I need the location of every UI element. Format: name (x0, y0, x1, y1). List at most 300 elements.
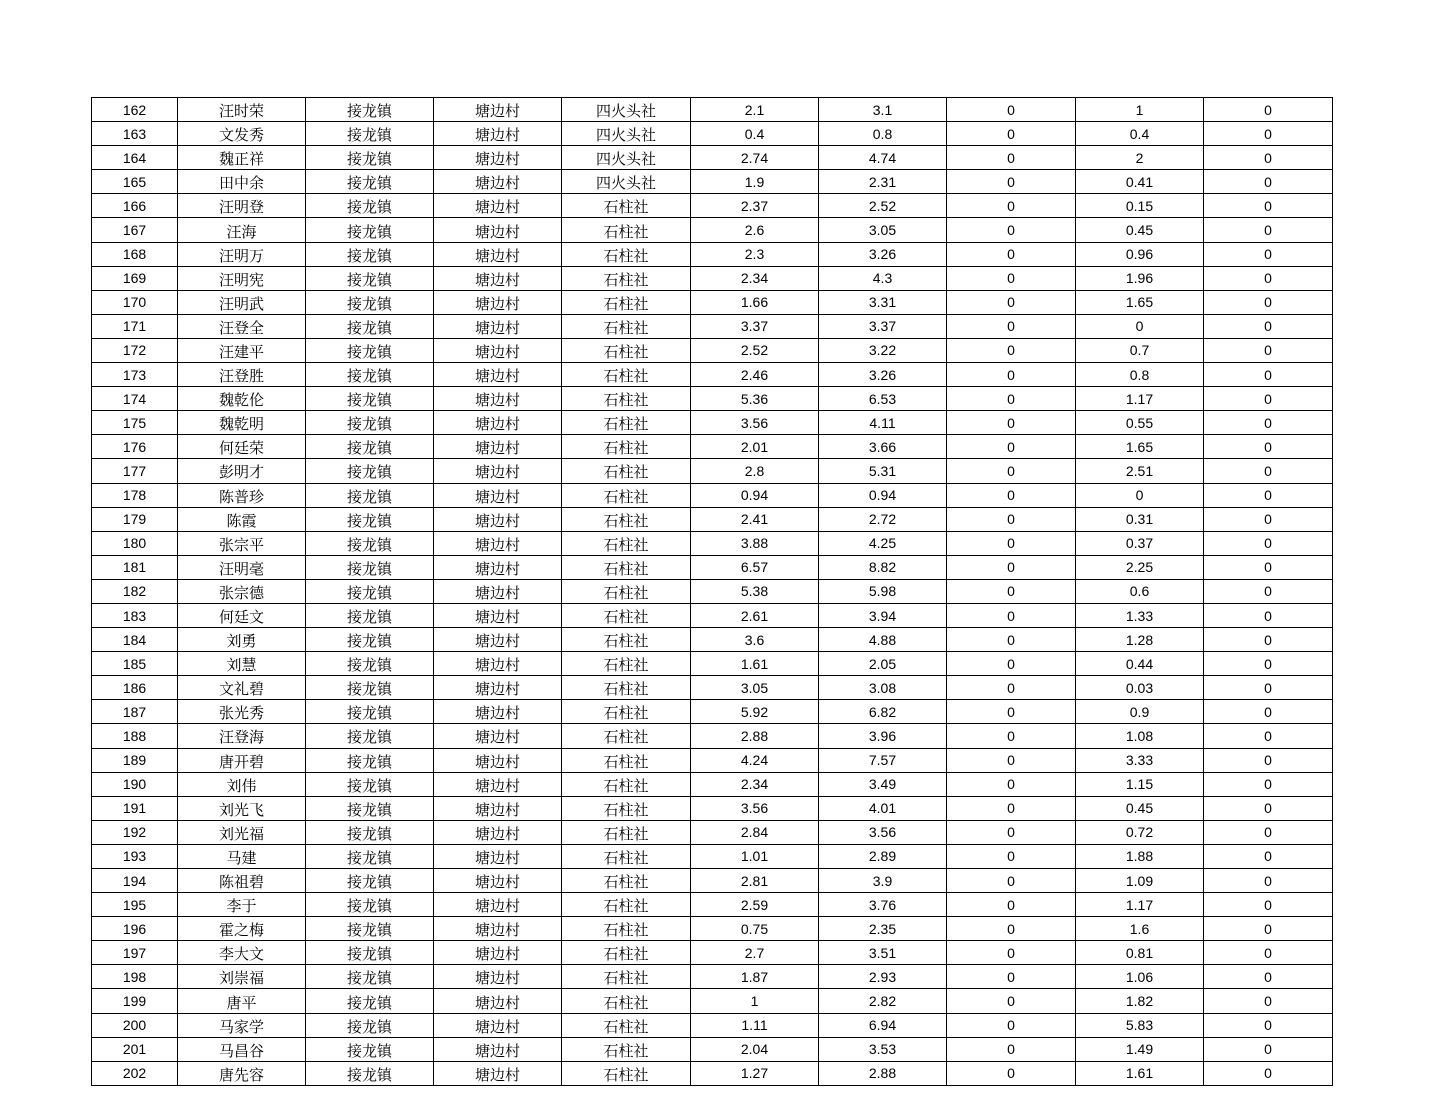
value-1-cell: 2.37 (691, 194, 819, 218)
table-row (92, 579, 1333, 603)
value-2-cell: 4.3 (819, 266, 947, 290)
row-number-cell: 190 (92, 772, 178, 796)
row-number-cell: 180 (92, 531, 178, 555)
value-3-cell: 0 (947, 628, 1076, 652)
value-1-cell: 1.9 (691, 170, 819, 194)
town-cell: 接龙镇 (306, 194, 434, 218)
village-cell: 塘边村 (434, 724, 562, 748)
row-number-cell: 193 (92, 844, 178, 868)
value-5-cell: 0 (1204, 579, 1333, 603)
group-cell: 石柱社 (562, 796, 691, 820)
name-cell: 张宗德 (178, 579, 306, 603)
value-1-cell: 0.75 (691, 917, 819, 941)
value-5-cell: 0 (1204, 893, 1333, 917)
row-number-cell: 170 (92, 290, 178, 314)
value-4-cell: 1.15 (1076, 772, 1204, 796)
value-3-cell: 0 (947, 652, 1076, 676)
table-row (92, 290, 1333, 314)
value-1-cell: 3.37 (691, 314, 819, 338)
row-number-cell: 174 (92, 387, 178, 411)
town-cell: 接龙镇 (306, 893, 434, 917)
town-cell: 接龙镇 (306, 387, 434, 411)
value-3-cell: 0 (947, 98, 1076, 122)
value-2-cell: 3.9 (819, 869, 947, 893)
group-cell: 石柱社 (562, 700, 691, 724)
town-cell: 接龙镇 (306, 628, 434, 652)
value-3-cell: 0 (947, 531, 1076, 555)
value-1-cell: 4.24 (691, 748, 819, 772)
village-cell: 塘边村 (434, 218, 562, 242)
name-cell: 汪时荣 (178, 98, 306, 122)
town-cell: 接龙镇 (306, 459, 434, 483)
value-2-cell: 4.74 (819, 146, 947, 170)
value-1-cell: 2.01 (691, 435, 819, 459)
village-cell: 塘边村 (434, 483, 562, 507)
group-cell: 石柱社 (562, 459, 691, 483)
table-row (92, 1013, 1333, 1037)
value-1-cell: 2.88 (691, 724, 819, 748)
group-cell: 石柱社 (562, 1013, 691, 1037)
row-number-cell: 182 (92, 579, 178, 603)
value-3-cell: 0 (947, 1061, 1076, 1085)
value-2-cell: 3.26 (819, 363, 947, 387)
name-cell: 汪明登 (178, 194, 306, 218)
value-1-cell: 1.27 (691, 1061, 819, 1085)
value-1-cell: 2.3 (691, 242, 819, 266)
table-row (92, 1061, 1333, 1085)
row-number-cell: 176 (92, 435, 178, 459)
village-cell: 塘边村 (434, 507, 562, 531)
row-number-cell: 202 (92, 1061, 178, 1085)
village-cell: 塘边村 (434, 844, 562, 868)
group-cell: 四火头社 (562, 98, 691, 122)
value-5-cell: 0 (1204, 676, 1333, 700)
town-cell: 接龙镇 (306, 676, 434, 700)
row-number-cell: 181 (92, 555, 178, 579)
row-number-cell: 163 (92, 122, 178, 146)
table-row (92, 555, 1333, 579)
village-cell: 塘边村 (434, 772, 562, 796)
row-number-cell: 166 (92, 194, 178, 218)
value-5-cell: 0 (1204, 724, 1333, 748)
value-2-cell: 2.88 (819, 1061, 947, 1085)
value-3-cell: 0 (947, 338, 1076, 362)
value-2-cell: 3.37 (819, 314, 947, 338)
value-2-cell: 2.31 (819, 170, 947, 194)
table-row (92, 435, 1333, 459)
town-cell: 接龙镇 (306, 796, 434, 820)
group-cell: 石柱社 (562, 941, 691, 965)
value-3-cell: 0 (947, 507, 1076, 531)
group-cell: 石柱社 (562, 869, 691, 893)
value-4-cell: 0.44 (1076, 652, 1204, 676)
table-row (92, 122, 1333, 146)
row-number-cell: 175 (92, 411, 178, 435)
value-1-cell: 1.01 (691, 844, 819, 868)
value-2-cell: 2.82 (819, 989, 947, 1013)
value-4-cell: 0.81 (1076, 941, 1204, 965)
row-number-cell: 195 (92, 893, 178, 917)
value-5-cell: 0 (1204, 218, 1333, 242)
row-number-cell: 169 (92, 266, 178, 290)
table-row (92, 628, 1333, 652)
row-number-cell: 196 (92, 917, 178, 941)
value-5-cell: 0 (1204, 459, 1333, 483)
value-1-cell: 2.1 (691, 98, 819, 122)
town-cell: 接龙镇 (306, 820, 434, 844)
value-2-cell: 3.51 (819, 941, 947, 965)
value-2-cell: 3.94 (819, 603, 947, 627)
value-5-cell: 0 (1204, 483, 1333, 507)
value-3-cell: 0 (947, 290, 1076, 314)
name-cell: 彭明才 (178, 459, 306, 483)
value-3-cell: 0 (947, 314, 1076, 338)
value-1-cell: 3.88 (691, 531, 819, 555)
name-cell: 魏乾明 (178, 411, 306, 435)
name-cell: 刘崇福 (178, 965, 306, 989)
value-4-cell: 1.33 (1076, 603, 1204, 627)
town-cell: 接龙镇 (306, 603, 434, 627)
group-cell: 石柱社 (562, 917, 691, 941)
town-cell: 接龙镇 (306, 772, 434, 796)
village-cell: 塘边村 (434, 338, 562, 362)
group-cell: 石柱社 (562, 1037, 691, 1061)
value-4-cell: 1.88 (1076, 844, 1204, 868)
town-cell: 接龙镇 (306, 579, 434, 603)
value-3-cell: 0 (947, 387, 1076, 411)
village-cell: 塘边村 (434, 146, 562, 170)
value-4-cell: 0.6 (1076, 579, 1204, 603)
town-cell: 接龙镇 (306, 748, 434, 772)
value-4-cell: 2.51 (1076, 459, 1204, 483)
group-cell: 石柱社 (562, 290, 691, 314)
value-4-cell: 1.08 (1076, 724, 1204, 748)
group-cell: 石柱社 (562, 603, 691, 627)
value-3-cell: 0 (947, 1013, 1076, 1037)
group-cell: 石柱社 (562, 218, 691, 242)
value-2-cell: 3.53 (819, 1037, 947, 1061)
group-cell: 石柱社 (562, 242, 691, 266)
value-4-cell: 1.82 (1076, 989, 1204, 1013)
town-cell: 接龙镇 (306, 290, 434, 314)
value-2-cell: 2.89 (819, 844, 947, 868)
value-2-cell: 3.26 (819, 242, 947, 266)
table-row (92, 820, 1333, 844)
value-1-cell: 2.6 (691, 218, 819, 242)
row-number-cell: 184 (92, 628, 178, 652)
name-cell: 魏正祥 (178, 146, 306, 170)
value-2-cell: 3.05 (819, 218, 947, 242)
value-3-cell: 0 (947, 122, 1076, 146)
value-2-cell: 3.96 (819, 724, 947, 748)
town-cell: 接龙镇 (306, 869, 434, 893)
name-cell: 陈普珍 (178, 483, 306, 507)
value-4-cell: 0 (1076, 483, 1204, 507)
town-cell: 接龙镇 (306, 266, 434, 290)
name-cell: 李于 (178, 893, 306, 917)
value-5-cell: 0 (1204, 555, 1333, 579)
table-row (92, 844, 1333, 868)
village-cell: 塘边村 (434, 459, 562, 483)
village-cell: 塘边村 (434, 122, 562, 146)
town-cell: 接龙镇 (306, 917, 434, 941)
town-cell: 接龙镇 (306, 363, 434, 387)
value-5-cell: 0 (1204, 411, 1333, 435)
value-2-cell: 4.11 (819, 411, 947, 435)
town-cell: 接龙镇 (306, 844, 434, 868)
row-number-cell: 185 (92, 652, 178, 676)
value-5-cell: 0 (1204, 965, 1333, 989)
group-cell: 石柱社 (562, 579, 691, 603)
group-cell: 石柱社 (562, 844, 691, 868)
group-cell: 石柱社 (562, 531, 691, 555)
value-4-cell: 1.96 (1076, 266, 1204, 290)
value-5-cell: 0 (1204, 531, 1333, 555)
town-cell: 接龙镇 (306, 531, 434, 555)
town-cell: 接龙镇 (306, 170, 434, 194)
value-3-cell: 0 (947, 917, 1076, 941)
table-row (92, 363, 1333, 387)
value-2-cell: 3.49 (819, 772, 947, 796)
value-4-cell: 0.4 (1076, 122, 1204, 146)
town-cell: 接龙镇 (306, 98, 434, 122)
value-5-cell: 0 (1204, 290, 1333, 314)
name-cell: 汪明毫 (178, 555, 306, 579)
value-3-cell: 0 (947, 555, 1076, 579)
value-5-cell: 0 (1204, 146, 1333, 170)
village-cell: 塘边村 (434, 989, 562, 1013)
value-1-cell: 3.56 (691, 796, 819, 820)
table-row (92, 338, 1333, 362)
group-cell: 四火头社 (562, 146, 691, 170)
town-cell: 接龙镇 (306, 1061, 434, 1085)
row-number-cell: 188 (92, 724, 178, 748)
value-1-cell: 5.38 (691, 579, 819, 603)
value-2-cell: 3.66 (819, 435, 947, 459)
value-2-cell: 5.98 (819, 579, 947, 603)
town-cell: 接龙镇 (306, 242, 434, 266)
village-cell: 塘边村 (434, 965, 562, 989)
group-cell: 石柱社 (562, 652, 691, 676)
value-2-cell: 0.94 (819, 483, 947, 507)
town-cell: 接龙镇 (306, 965, 434, 989)
row-number-cell: 198 (92, 965, 178, 989)
village-cell: 塘边村 (434, 820, 562, 844)
value-2-cell: 3.56 (819, 820, 947, 844)
value-4-cell: 1.65 (1076, 290, 1204, 314)
value-4-cell: 0.15 (1076, 194, 1204, 218)
value-5-cell: 0 (1204, 1013, 1333, 1037)
value-4-cell: 2.25 (1076, 555, 1204, 579)
village-cell: 塘边村 (434, 435, 562, 459)
group-cell: 石柱社 (562, 483, 691, 507)
value-5-cell: 0 (1204, 652, 1333, 676)
name-cell: 刘慧 (178, 652, 306, 676)
table-row (92, 700, 1333, 724)
town-cell: 接龙镇 (306, 724, 434, 748)
value-1-cell: 1.87 (691, 965, 819, 989)
table-row (92, 893, 1333, 917)
name-cell: 汪明宪 (178, 266, 306, 290)
village-cell: 塘边村 (434, 748, 562, 772)
value-1-cell: 2.41 (691, 507, 819, 531)
village-cell: 塘边村 (434, 676, 562, 700)
value-5-cell: 0 (1204, 917, 1333, 941)
value-1-cell: 0.4 (691, 122, 819, 146)
value-3-cell: 0 (947, 435, 1076, 459)
value-4-cell: 1.61 (1076, 1061, 1204, 1085)
town-cell: 接龙镇 (306, 218, 434, 242)
value-5-cell: 0 (1204, 314, 1333, 338)
value-4-cell: 0.8 (1076, 363, 1204, 387)
village-cell: 塘边村 (434, 266, 562, 290)
value-3-cell: 0 (947, 989, 1076, 1013)
table-row (92, 796, 1333, 820)
value-5-cell: 0 (1204, 628, 1333, 652)
table-row (92, 387, 1333, 411)
value-3-cell: 0 (947, 844, 1076, 868)
value-3-cell: 0 (947, 869, 1076, 893)
town-cell: 接龙镇 (306, 146, 434, 170)
value-2-cell: 2.35 (819, 917, 947, 941)
value-1-cell: 2.7 (691, 941, 819, 965)
value-1-cell: 1.11 (691, 1013, 819, 1037)
village-cell: 塘边村 (434, 242, 562, 266)
value-4-cell: 2 (1076, 146, 1204, 170)
value-2-cell: 2.93 (819, 965, 947, 989)
village-cell: 塘边村 (434, 1037, 562, 1061)
value-2-cell: 0.8 (819, 122, 947, 146)
town-cell: 接龙镇 (306, 435, 434, 459)
value-1-cell: 2.74 (691, 146, 819, 170)
name-cell: 汪登全 (178, 314, 306, 338)
name-cell: 汪海 (178, 218, 306, 242)
town-cell: 接龙镇 (306, 122, 434, 146)
group-cell: 石柱社 (562, 555, 691, 579)
value-1-cell: 2.52 (691, 338, 819, 362)
value-3-cell: 0 (947, 772, 1076, 796)
row-number-cell: 191 (92, 796, 178, 820)
value-1-cell: 3.05 (691, 676, 819, 700)
value-4-cell: 0.31 (1076, 507, 1204, 531)
town-cell: 接龙镇 (306, 700, 434, 724)
village-cell: 塘边村 (434, 700, 562, 724)
group-cell: 石柱社 (562, 676, 691, 700)
value-4-cell: 1.49 (1076, 1037, 1204, 1061)
name-cell: 马建 (178, 844, 306, 868)
table-row (92, 314, 1333, 338)
value-4-cell: 0 (1076, 314, 1204, 338)
table-row (92, 242, 1333, 266)
name-cell: 陈霞 (178, 507, 306, 531)
value-1-cell: 2.34 (691, 772, 819, 796)
value-5-cell: 0 (1204, 796, 1333, 820)
table-row (92, 965, 1333, 989)
town-cell: 接龙镇 (306, 652, 434, 676)
group-cell: 石柱社 (562, 194, 691, 218)
value-5-cell: 0 (1204, 338, 1333, 362)
value-2-cell: 3.1 (819, 98, 947, 122)
name-cell: 刘光福 (178, 820, 306, 844)
value-5-cell: 0 (1204, 170, 1333, 194)
name-cell: 汪明武 (178, 290, 306, 314)
group-cell: 石柱社 (562, 748, 691, 772)
value-2-cell: 4.88 (819, 628, 947, 652)
value-5-cell: 0 (1204, 941, 1333, 965)
name-cell: 马昌谷 (178, 1037, 306, 1061)
table-row (92, 507, 1333, 531)
row-number-cell: 162 (92, 98, 178, 122)
row-number-cell: 199 (92, 989, 178, 1013)
group-cell: 石柱社 (562, 363, 691, 387)
group-cell: 石柱社 (562, 338, 691, 362)
value-5-cell: 0 (1204, 387, 1333, 411)
value-3-cell: 0 (947, 748, 1076, 772)
name-cell: 刘勇 (178, 628, 306, 652)
table-body (92, 98, 1333, 1086)
group-cell: 石柱社 (562, 507, 691, 531)
row-number-cell: 172 (92, 338, 178, 362)
village-cell: 塘边村 (434, 411, 562, 435)
name-cell: 何廷荣 (178, 435, 306, 459)
name-cell: 文礼碧 (178, 676, 306, 700)
value-1-cell: 2.59 (691, 893, 819, 917)
value-1-cell: 5.92 (691, 700, 819, 724)
town-cell: 接龙镇 (306, 338, 434, 362)
row-number-cell: 183 (92, 603, 178, 627)
village-cell: 塘边村 (434, 652, 562, 676)
row-number-cell: 186 (92, 676, 178, 700)
value-1-cell: 3.56 (691, 411, 819, 435)
village-cell: 塘边村 (434, 290, 562, 314)
value-1-cell: 2.34 (691, 266, 819, 290)
table-row (92, 411, 1333, 435)
village-cell: 塘边村 (434, 314, 562, 338)
value-3-cell: 0 (947, 724, 1076, 748)
value-4-cell: 0.9 (1076, 700, 1204, 724)
group-cell: 石柱社 (562, 820, 691, 844)
village-cell: 塘边村 (434, 363, 562, 387)
group-cell: 石柱社 (562, 1061, 691, 1085)
value-2-cell: 4.25 (819, 531, 947, 555)
town-cell: 接龙镇 (306, 555, 434, 579)
value-4-cell: 0.45 (1076, 218, 1204, 242)
name-cell: 霍之梅 (178, 917, 306, 941)
value-2-cell: 6.53 (819, 387, 947, 411)
name-cell: 李大文 (178, 941, 306, 965)
value-2-cell: 4.01 (819, 796, 947, 820)
group-cell: 石柱社 (562, 772, 691, 796)
value-4-cell: 1.06 (1076, 965, 1204, 989)
value-3-cell: 0 (947, 170, 1076, 194)
value-5-cell: 0 (1204, 435, 1333, 459)
value-3-cell: 0 (947, 893, 1076, 917)
name-cell: 汪登胜 (178, 363, 306, 387)
value-4-cell: 1.28 (1076, 628, 1204, 652)
value-5-cell: 0 (1204, 1061, 1333, 1085)
row-number-cell: 187 (92, 700, 178, 724)
value-2-cell: 2.05 (819, 652, 947, 676)
value-3-cell: 0 (947, 700, 1076, 724)
row-number-cell: 189 (92, 748, 178, 772)
value-5-cell: 0 (1204, 820, 1333, 844)
town-cell: 接龙镇 (306, 941, 434, 965)
value-2-cell: 2.72 (819, 507, 947, 531)
village-cell: 塘边村 (434, 603, 562, 627)
table-row (92, 146, 1333, 170)
value-3-cell: 0 (947, 146, 1076, 170)
value-3-cell: 0 (947, 459, 1076, 483)
